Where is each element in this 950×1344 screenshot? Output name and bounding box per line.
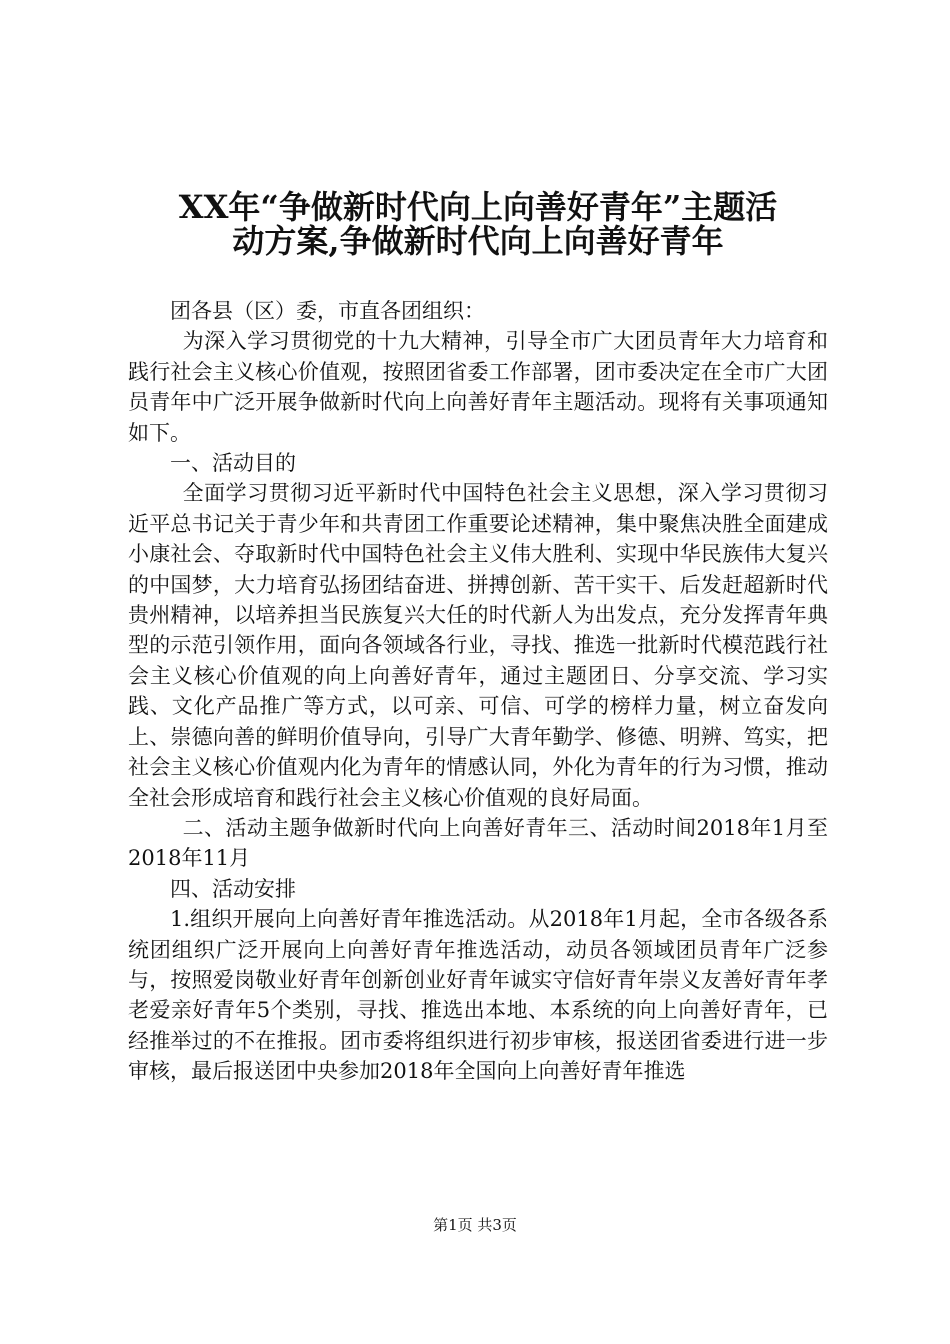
intro-paragraph: 为深入学习贯彻党的十九大精神，引导全市广大团员青年大力培育和践行社会主义核心价值观，按照团省委工作部署，团市委决定在全市广大团员青年中广泛开展争做新时代向上向善好青年主题活动。现将有关事项通知如下。: [128, 329, 828, 445]
section-1-heading: 一、活动目的: [170, 451, 296, 476]
document-title-line-1: XX年“争做新时代向上向善好青年”主题活: [178, 188, 778, 226]
document-body: [128, 296, 828, 1087]
section-4-item-1: 1.组织开展向上向善好青年推选活动。从2018年1月起，全市各级各系统团组织广泛开展向上向善好青年推选活动，动员各领域团员青年广泛参与，按照爱岗敬业好青年创新创业好青年诚实守信好青年崇义友善好青年孝老爱亲好青年5个类别，寻找、推选出本地、本系统的向上向善好青年，已经推举过的不在推报。团市委将组织进行初步审核，报送团省委进行进一步审核，最后报送团中央参加2018年全国向上向善好青年推选: [128, 907, 828, 1084]
page-number-footer: 第1页 共3页: [433, 1216, 517, 1234]
section-4-heading: 四、活动安排: [170, 876, 296, 901]
section-1-paragraph: 全面学习贯彻习近平新时代中国特色社会主义思想，深入学习贯彻习近平总书记关于青少年和共青团工作重要论述精神，集中聚焦决胜全面建成小康社会、夺取新时代中国特色社会主义伟大胜利、实现中华民族伟大复兴的中国梦，大力培育弘扬团结奋进、拼搏创新、苦干实干、后发赶超新时代贵州精神，以培养担当民族复兴大任的时代新人为出发点，充分发挥青年典型的示范引领作用，面向各领域各行业，寻找、推选一批新时代模范践行社会主义核心价值观的向上向善好青年，通过主题团日、分享交流、学习实践、文化产品推广等方式，以可亲、可信、可学的榜样力量，树立奋发向上、崇德向善的鲜明价值导向，引导广大青年勤学、修德、明辨、笃实，把社会主义核心价值观内化为青年的情感认同，外化为青年的行为习惯，推动全社会形成培育和践行社会主义核心价值观的良好局面。: [128, 481, 828, 810]
section-2-3-paragraph: 二、活动主题争做新时代向上向善好青年三、活动时间2018年1月至2018年11月: [128, 815, 828, 871]
salutation: 团各县（区）委，市直各团组织：: [170, 299, 485, 323]
document-title-line-2: 动方案,争做新时代向上向善好青年: [232, 222, 724, 260]
